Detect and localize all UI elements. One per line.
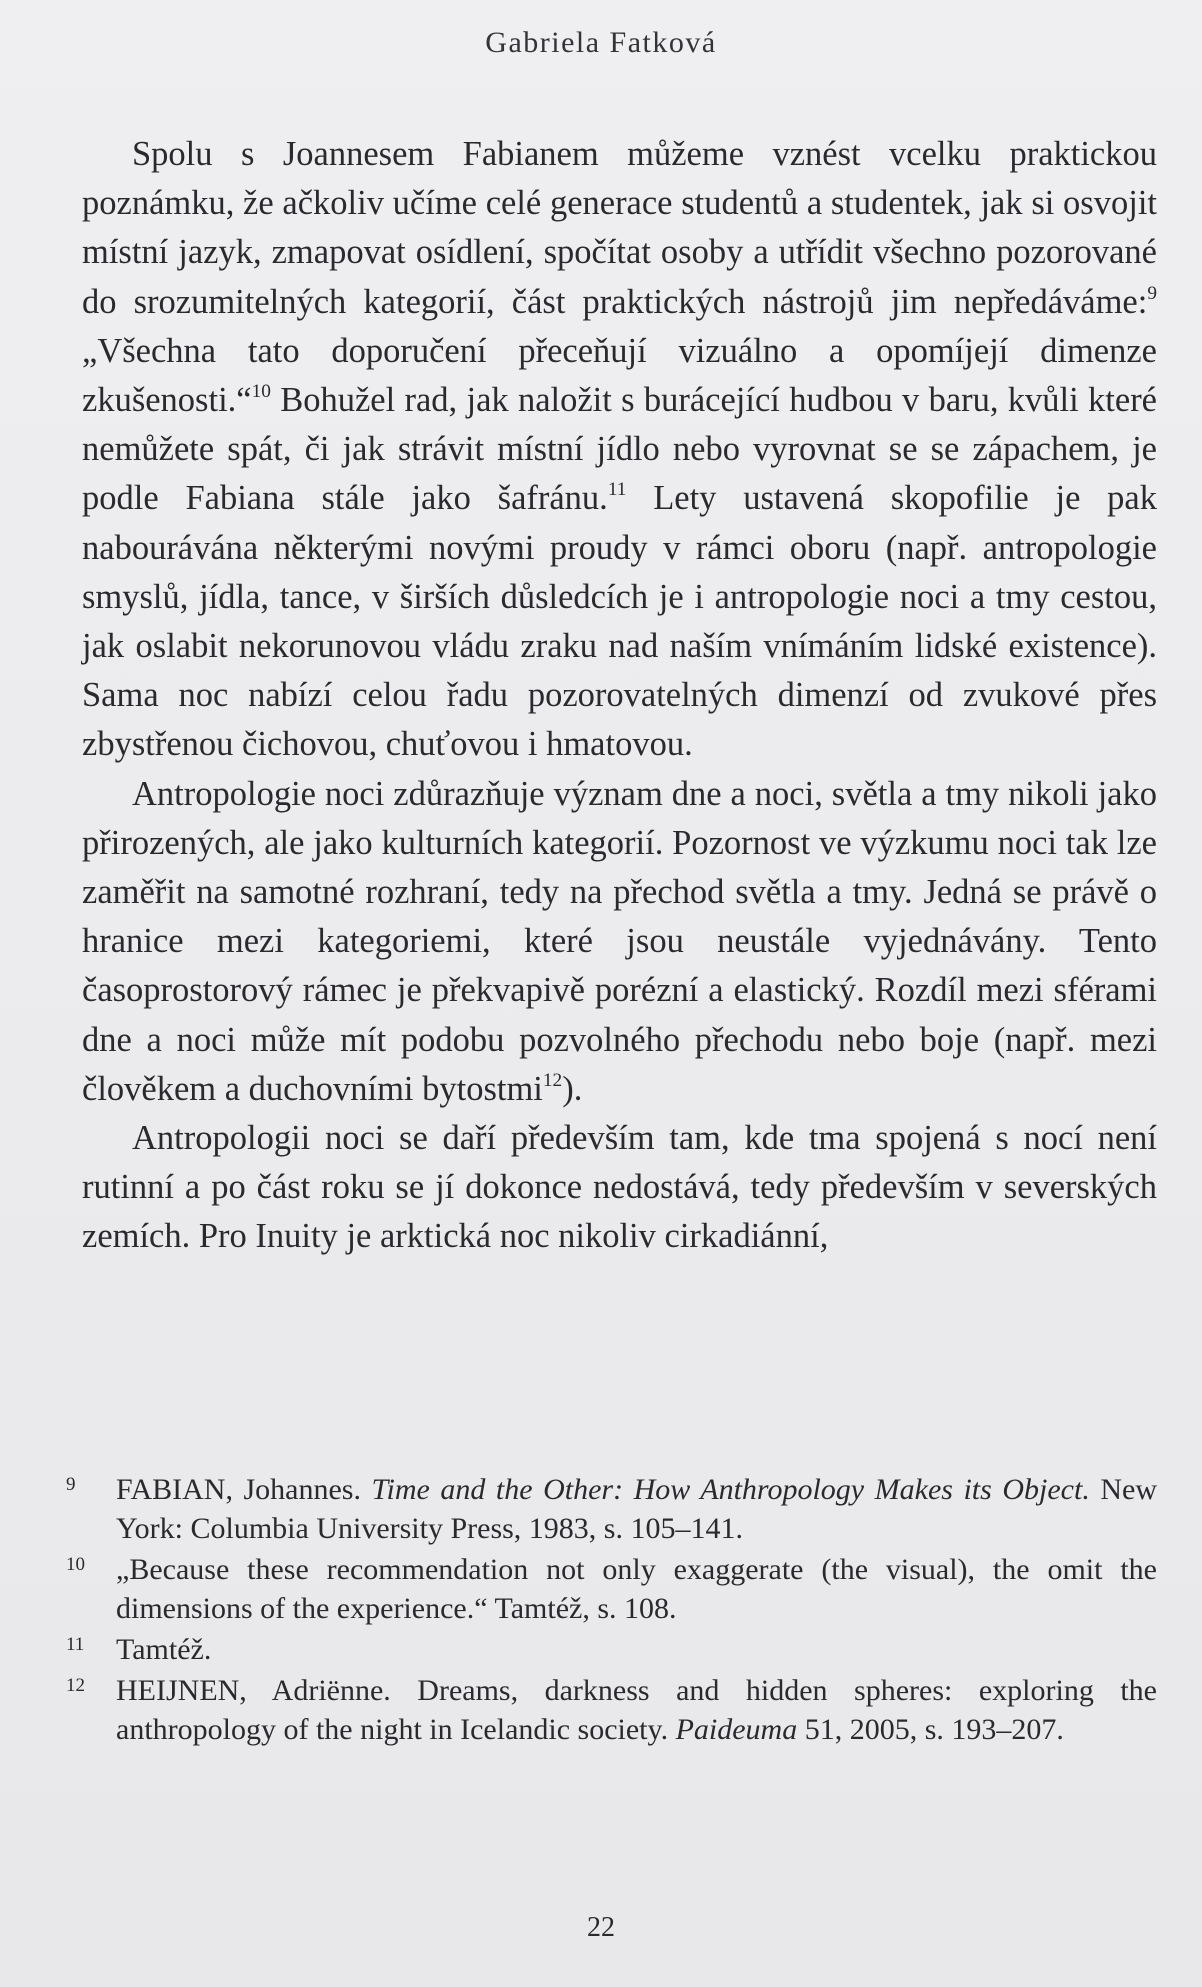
- footnote-ref-10: 10: [251, 381, 271, 403]
- footnote-ref-9: 9: [1147, 282, 1157, 304]
- footnote-text: 51, 2005, s. 193–207.: [797, 1713, 1064, 1746]
- footnotes: [62, 1470, 1157, 1751]
- paragraph-text: Spolu s Joannesem Fabianem můžeme vznést vcelku praktickou poznámku, že ačkoliv učíme celé generace studentů a studentek, jak si osvojit místní jazyk, zmapovat osídlení, spočítat osoby a utřídit všechno pozorované do srozumitelných kategorií, část praktických nástrojů jim nepředáváme:: [82, 135, 1157, 321]
- running-head: Gabriela Fatková: [485, 26, 717, 59]
- footnote-number: 9: [66, 1474, 76, 1495]
- paragraph-text: Antropologii noci se daří především tam, kde tma spojená s nocí není rutinní a po část roku se jí dokonce nedostává, tedy především v severských zemích. Pro Inuity je arktická noc nikoliv cirkadiánní,: [82, 1119, 1157, 1256]
- paragraph-text: Lety ustavená skopofilie je pak nabourávána některými novými proudy v rámci oboru (např. antropologie smyslů, jídla, tance, v širších důsledcích je i antropologie noci a tmy cestou, jak oslabit nekorunovou vládu zraku nad naším vnímáním lidské existence). Sama noc nabízí celou řadu pozorovatelných dimenzí od zvukové přes zbystřenou čichovou, chuťovou i hmatovou.: [82, 479, 1157, 764]
- paragraph-text: „Všechna tato doporučení přeceňují vizuálno a opomíjejí dimenze zkušenosti.“: [82, 331, 1157, 420]
- footnote-title: Time and the Other: How Anthropology Makes its Object.: [371, 1473, 1090, 1506]
- paragraph-text: ).: [562, 1069, 583, 1108]
- footnote-12: [62, 1671, 1157, 1749]
- footnote-journal: Paideuma: [675, 1713, 798, 1746]
- footnote-number: 12: [66, 1675, 85, 1696]
- footnote-number: 10: [66, 1554, 85, 1575]
- footnote-text: FABIAN, Johannes.: [116, 1473, 372, 1506]
- paragraph-2: [82, 770, 1157, 1114]
- footnote-ref-12: 12: [542, 1069, 563, 1091]
- paragraph-text: Bohužel rad, jak naložit s burácející hudbou v baru, kvůli které nemůžete spát, či jak strávit místní jídlo nebo vyrovnat se se zápachem, je podle Fabiana stále jako šafránu.: [82, 381, 1157, 518]
- footnote-11: [62, 1630, 1157, 1669]
- paragraph-1: [82, 130, 1157, 770]
- footnote-10: [62, 1550, 1157, 1628]
- footnote-text: Tamtéž.: [116, 1633, 212, 1666]
- footnote-9: [62, 1470, 1157, 1548]
- footnote-number: 11: [66, 1634, 85, 1655]
- footnote-text: „Because these recommendation not only exaggerate (the visual), the omit the dimensions of the experience.“ Tamtéž, s. 108.: [116, 1553, 1157, 1625]
- footnote-text: HEIJNEN, Adriënne. Dreams, darkness and hidden spheres: exploring the anthropology of the night in Icelandic society.: [116, 1674, 1157, 1746]
- paragraph-3: [82, 1114, 1157, 1262]
- page-number: 22: [587, 1912, 615, 1943]
- footnote-ref-11: 11: [607, 479, 627, 501]
- paragraph-text: Antropologie noci zdůrazňuje význam dne a noci, světla a tmy nikoli jako přirozených, ale jako kulturních kategorií. Pozornost ve výzkumu noci tak lze zaměřit na samotné rozhraní, tedy na přechod světla a tmy. Jedná se právě o hranice mezi kategoriemi, které jsou neustále vyjednávány. Tento časoprostorový rámec je překvapivě porézní a elastický. Rozdíl mezi sférami dne a noci může mít podobu pozvolného přechodu nebo boje (např. mezi člověkem a duchovními bytostmi: [82, 774, 1157, 1108]
- body-text: [82, 130, 1157, 1262]
- footnote-text: New York: Columbia University Press, 1983, s. 105–141.: [116, 1473, 1158, 1545]
